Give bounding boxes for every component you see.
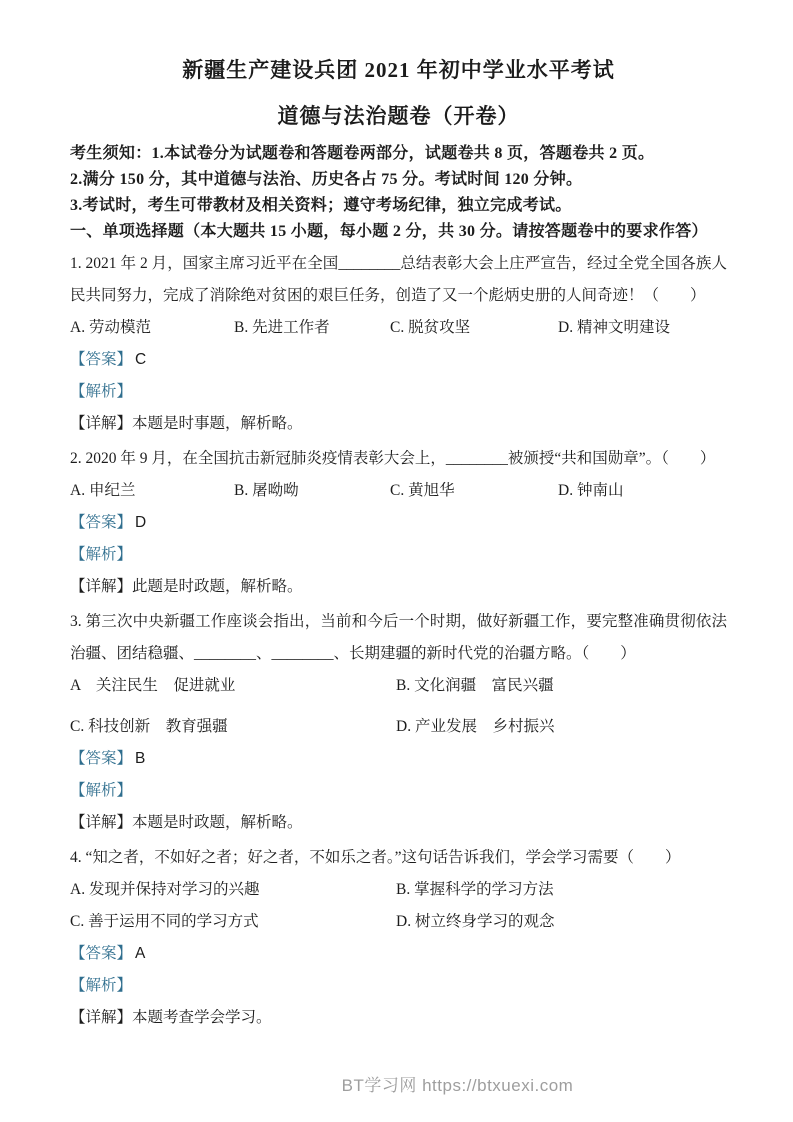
question-1-option-d: D. 精神文明建设 [558,319,670,336]
question-4-option-a: A. 发现并保持对学习的兴趣 [70,881,260,898]
question-2-option-a: A. 申纪兰 [70,482,136,499]
question-4-options-row-2 [70,906,727,938]
question-1-option-b: B. 先进工作者 [234,319,330,336]
question-2-analysis-label: 【解析】 [70,546,133,563]
notice-line-2: 2.满分 150 分，其中道德与法治、历史各占 75 分。考试时间 120 分钟。 [70,171,583,188]
question-3-options-row-1 [70,670,727,702]
exam-subtitle: 道德与法治题卷（开卷） [277,104,520,128]
question-4-option-b: B. 掌握科学的学习方法 [396,881,554,898]
question-3-answer-line [70,743,727,775]
question-2-option-b: B. 屠呦呦 [234,482,299,499]
question-3-options-row-2 [70,711,727,743]
answer-label: 【答案】 [70,351,133,368]
answer-label: 【答案】 [70,750,133,767]
answer-value: A [135,945,146,962]
question-4-options-row-1 [70,874,727,906]
answer-value: B [135,750,146,767]
question-4-detail: 【详解】本题考查学会学习。 [70,1009,272,1026]
exam-title: 新疆生产建设兵团 2021 年初中学业水平考试 [182,58,615,82]
question-4-analysis-label: 【解析】 [70,977,133,994]
question-4-answer-line [70,938,727,970]
question-2-options [70,475,727,507]
question-4 [70,842,727,1034]
question-1-option-a: A. 劳动模范 [70,319,151,336]
question-1-answer-line [70,344,727,376]
question-1-analysis-label: 【解析】 [70,383,133,400]
question-3-option-d: D. 产业发展 乡村振兴 [396,718,555,735]
question-3-option-a: A 关注民生 促进就业 [70,677,236,694]
question-4-option-d: D. 树立终身学习的观念 [396,913,555,930]
footer-watermark: BT学习网 https://btxuexi.com [341,1076,574,1095]
question-2-detail: 【详解】此题是时政题，解析略。 [70,578,303,595]
answer-label: 【答案】 [70,514,133,531]
question-2-option-c: C. 黄旭华 [390,482,455,499]
question-3-option-c: C. 科技创新 教育强疆 [70,718,228,735]
question-1-detail: 【详解】本题是时事题，解析略。 [70,415,303,432]
question-2-option-d: D. 钟南山 [558,482,624,499]
question-4-option-c: C. 善于运用不同的学习方式 [70,913,259,930]
question-1 [70,248,727,440]
question-2-answer-line [70,507,727,539]
question-3-option-b: B. 文化润疆 富民兴疆 [396,677,554,694]
question-3 [70,606,727,839]
question-2-stem: 2. 2020 年 9 月，在全国抗击新冠肺炎疫情表彰大会上，________被颁授“共和国勋章”。（ ） [70,450,716,467]
answer-label: 【答案】 [70,945,133,962]
notice-line-1: 考生须知：1.本试卷分为试题卷和答题卷两部分，试题卷共 8 页，答题卷共 2 页。 [70,145,655,162]
question-1-options [70,312,727,344]
notice-line-3: 3.考试时，考生可带教材及相关资料；遵守考场纪律，独立完成考试。 [70,197,572,214]
section-header: 一、单项选择题（本大题共 15 小题，每小题 2 分，共 30 分。请按答题卷中的要求作答） [70,223,708,240]
question-3-analysis-label: 【解析】 [70,782,133,799]
answer-value: D [135,514,147,531]
answer-value: C [135,351,147,368]
question-2 [70,443,727,603]
question-1-option-c: C. 脱贫攻坚 [390,319,471,336]
question-4-stem: 4. “知之者，不如好之者；好之者，不如乐之者。”这句话告诉我们，学会学习需要（ ） [70,849,681,866]
question-3-stem: 3. 第三次中央新疆工作座谈会指出，当前和今后一个时期，做好新疆工作，要完整准确贯彻依法治疆、团结稳疆、________、________、长期建疆的新时代党的治疆方略。（ ） [70,613,727,662]
question-3-detail: 【详解】本题是时政题，解析略。 [70,814,303,831]
question-1-stem: 1. 2021 年 2 月，国家主席习近平在全国________总结表彰大会上庄严宣告，经过全党全国各族人民共同努力，完成了消除绝对贫困的艰巨任务，创造了又一个彪炳史册的人间奇迹！（ ） [70,255,727,304]
